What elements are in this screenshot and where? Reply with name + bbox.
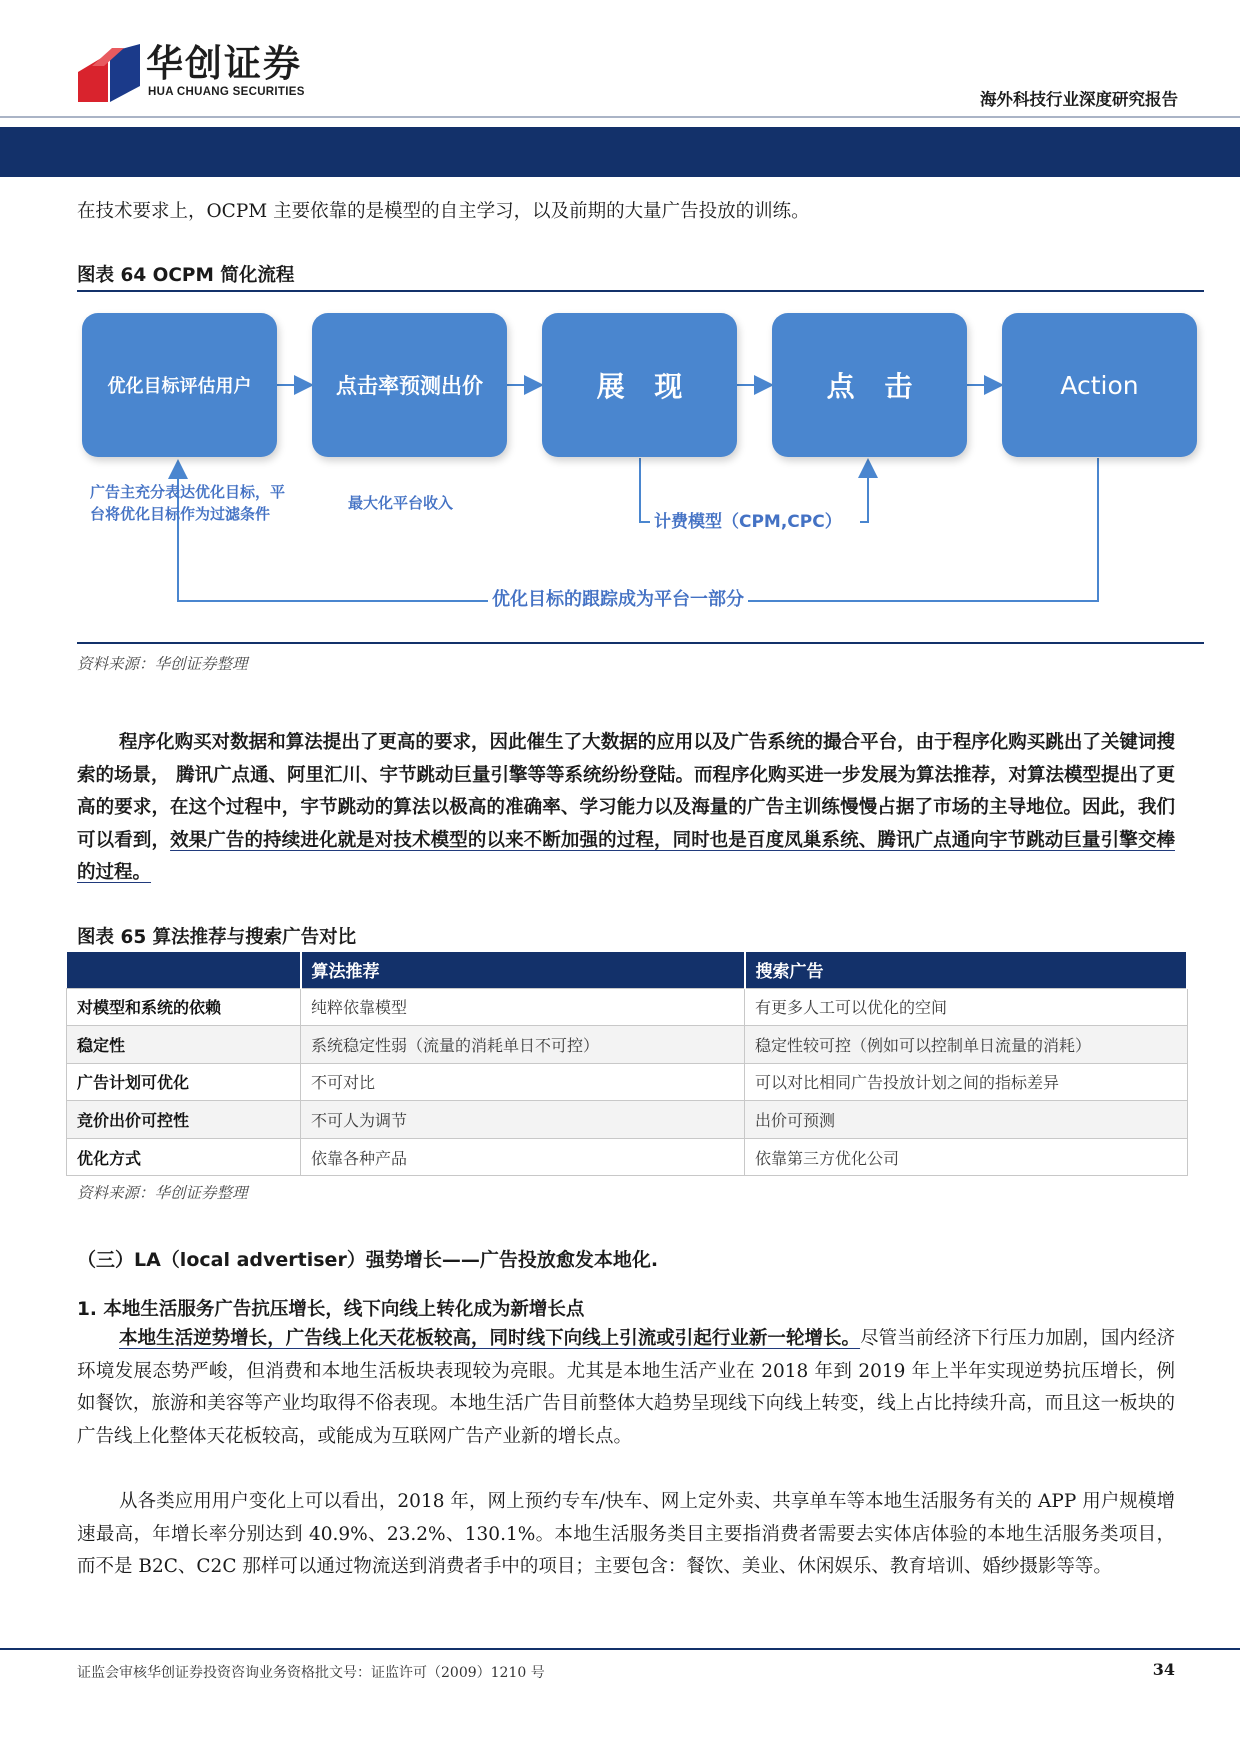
- billing-model-label: 计费模型（CPM,CPC）: [654, 512, 842, 532]
- flow-box-label: 展 现: [596, 370, 693, 403]
- algorithm-paragraph: [77, 727, 1175, 890]
- cell-search: 有更多人工可以优化的空间: [745, 988, 1188, 1026]
- figure-65-source: 资料来源：华创证券整理: [77, 1184, 248, 1202]
- figure-64-title: 图表 64 OCPM 简化流程: [77, 265, 295, 286]
- table-row: [67, 1063, 1188, 1101]
- report-type: 海外科技行业深度研究报告: [980, 90, 1178, 109]
- row-header: 广告计划可优化: [67, 1063, 301, 1101]
- loop-label: 优化目标的跟踪成为平台一部分: [488, 589, 748, 611]
- cell-algorithm: 依靠各种产品: [301, 1138, 745, 1176]
- comparison-table: [66, 952, 1188, 1176]
- table-header-empty: [67, 952, 301, 988]
- logo-english-name: HUA CHUANG SECURITIES: [148, 86, 305, 98]
- app-users-paragraph: 从各类应用用户变化上可以看出，2018 年，网上预约专车/快车、网上定外卖、共享单车等本地生活服务有关的 APP 用户规模增速最高，年增长率分别达到 40.9%、23.2%、130.1%。本地生活服务类目主要指消费者需要去实体店体验的本地生活服务类项目，而不是 B2C、C2C 那样可以通过物流送到消费者手中的项目；主要包含：餐饮、美业、休闲娱乐、教育培训、婚纱摄影等等。: [77, 1491, 1175, 1577]
- footer-divider: [0, 1648, 1240, 1650]
- billing-connector-right: [860, 462, 868, 522]
- feedback-loop: [178, 458, 1098, 601]
- flow-note-left: [90, 481, 285, 525]
- table-header-search: 搜索广告: [745, 952, 1188, 988]
- flow-box-action: [1002, 313, 1197, 457]
- flow-box-label: 点击率预测出价: [336, 374, 483, 398]
- flow-note-mid: 最大化平台收入: [348, 494, 454, 512]
- flow-box-optimize-target: [82, 313, 277, 457]
- flow-box-ctr-bid: [312, 313, 507, 457]
- logo-chinese-name: 华创证券: [146, 42, 302, 85]
- table-row: [67, 1101, 1188, 1139]
- table-row: [67, 1026, 1188, 1064]
- flow-note-left-line1: 广告主充分表达优化目标，平: [90, 483, 286, 501]
- table-row: [67, 988, 1188, 1026]
- flow-box-impression: [542, 313, 737, 457]
- figure-65-title: 图表 65 算法推荐与搜索广告对比: [77, 927, 357, 948]
- row-header: 稳定性: [67, 1026, 301, 1064]
- table-header-row: [67, 952, 1188, 988]
- row-header: 对模型和系统的依赖: [67, 988, 301, 1026]
- figure-64-bottom-rule: [77, 642, 1204, 644]
- flow-note-left-line2: 台将优化目标作为过滤条件: [90, 505, 271, 523]
- billing-connector: [640, 458, 650, 522]
- cell-algorithm: 不可人为调节: [301, 1101, 745, 1139]
- figure-64-source: 资料来源：华创证券整理: [77, 655, 248, 673]
- section-title: （三）LA（local advertiser）强势增长——广告投放愈发本地化.: [77, 1249, 659, 1271]
- table-header-algorithm: 算法推荐: [301, 952, 745, 988]
- algorithm-paragraph-text: 程序化购买对数据和算法提出了更高的要求，因此催生了大数据的应用以及广告系统的撮合平台，由于程序化购买跳出了关键词搜索的场景， 腾讯广点通、阿里汇川、宇节跳动巨量引擎等等系统纷纷登陆。而程序化购买进一步发展为算法推荐，对算法模型提出了更高的要求，在这个过程中，宇节跳动的算法以极高的准确率、学习能力以及海量的广告主训练慢慢占据了市场的主导地位。因此，我们可以看到，: [77, 732, 1175, 851]
- row-header: 优化方式: [67, 1138, 301, 1176]
- cell-search: 出价可预测: [745, 1101, 1188, 1139]
- table-row: [67, 1138, 1188, 1176]
- cell-search: 依靠第三方优化公司: [745, 1138, 1188, 1176]
- row-header: 竞价出价可控性: [67, 1101, 301, 1139]
- flow-box-label: 优化目标评估用户: [107, 376, 252, 397]
- local-life-paragraph: [77, 1323, 1175, 1453]
- cell-algorithm: 不可对比: [301, 1063, 745, 1101]
- cell-algorithm: 系统稳定性弱（流量的消耗单日不可控）: [301, 1026, 745, 1064]
- flow-box-click: [772, 313, 967, 457]
- local-life-text: 尽管当前经济下行压力加剧，国内经济环境发展态势严峻，但消费和本地生活板块表现较为亮眼。尤其是本地生活产业在 2018 年到 2019 年上半年实现逆势抗压增长，例如餐饮，旅游和美容等产业均取得不俗表现。本地生活广告目前整体大趋势呈现线下向线上转变，线上占比持续升高，而且这一板块的广告线上化整体天花板较高，或能成为互联网广告产业新的增长点。: [77, 1328, 1175, 1447]
- algorithm-paragraph-underlined: 效果广告的持续进化就是对技术模型的以来不断加强的过程，同时也是百度凤巢系统、腾讯广点通向宇节跳动巨量引擎交棒的过程。: [77, 829, 1175, 883]
- intro-paragraph: 在技术要求上，OCPM 主要依靠的是模型的自主学习，以及前期的大量广告投放的训练。: [77, 201, 810, 222]
- cell-search: 稳定性较可控（例如可以控制单日流量的消耗）: [745, 1026, 1188, 1064]
- page-number: 34: [1152, 1660, 1175, 1679]
- local-life-underlined: 本地生活逆势增长，广告线上化天花板较高，同时线下向线上引流或引起行业新一轮增长。: [119, 1328, 861, 1349]
- flow-box-label: 点 击: [826, 370, 923, 403]
- footer-license: 证监会审核华创证券投资咨询业务资格批文号：证监许可（2009）1210 号: [77, 1665, 545, 1681]
- subsection-title: 1. 本地生活服务广告抗压增长，线下向线上转化成为新增长点: [77, 1299, 585, 1320]
- cell-algorithm: 纯粹依靠模型: [301, 988, 745, 1026]
- cell-search: 可以对比相同广告投放计划之间的指标差异: [745, 1063, 1188, 1101]
- flow-box-label: Action: [1060, 370, 1139, 400]
